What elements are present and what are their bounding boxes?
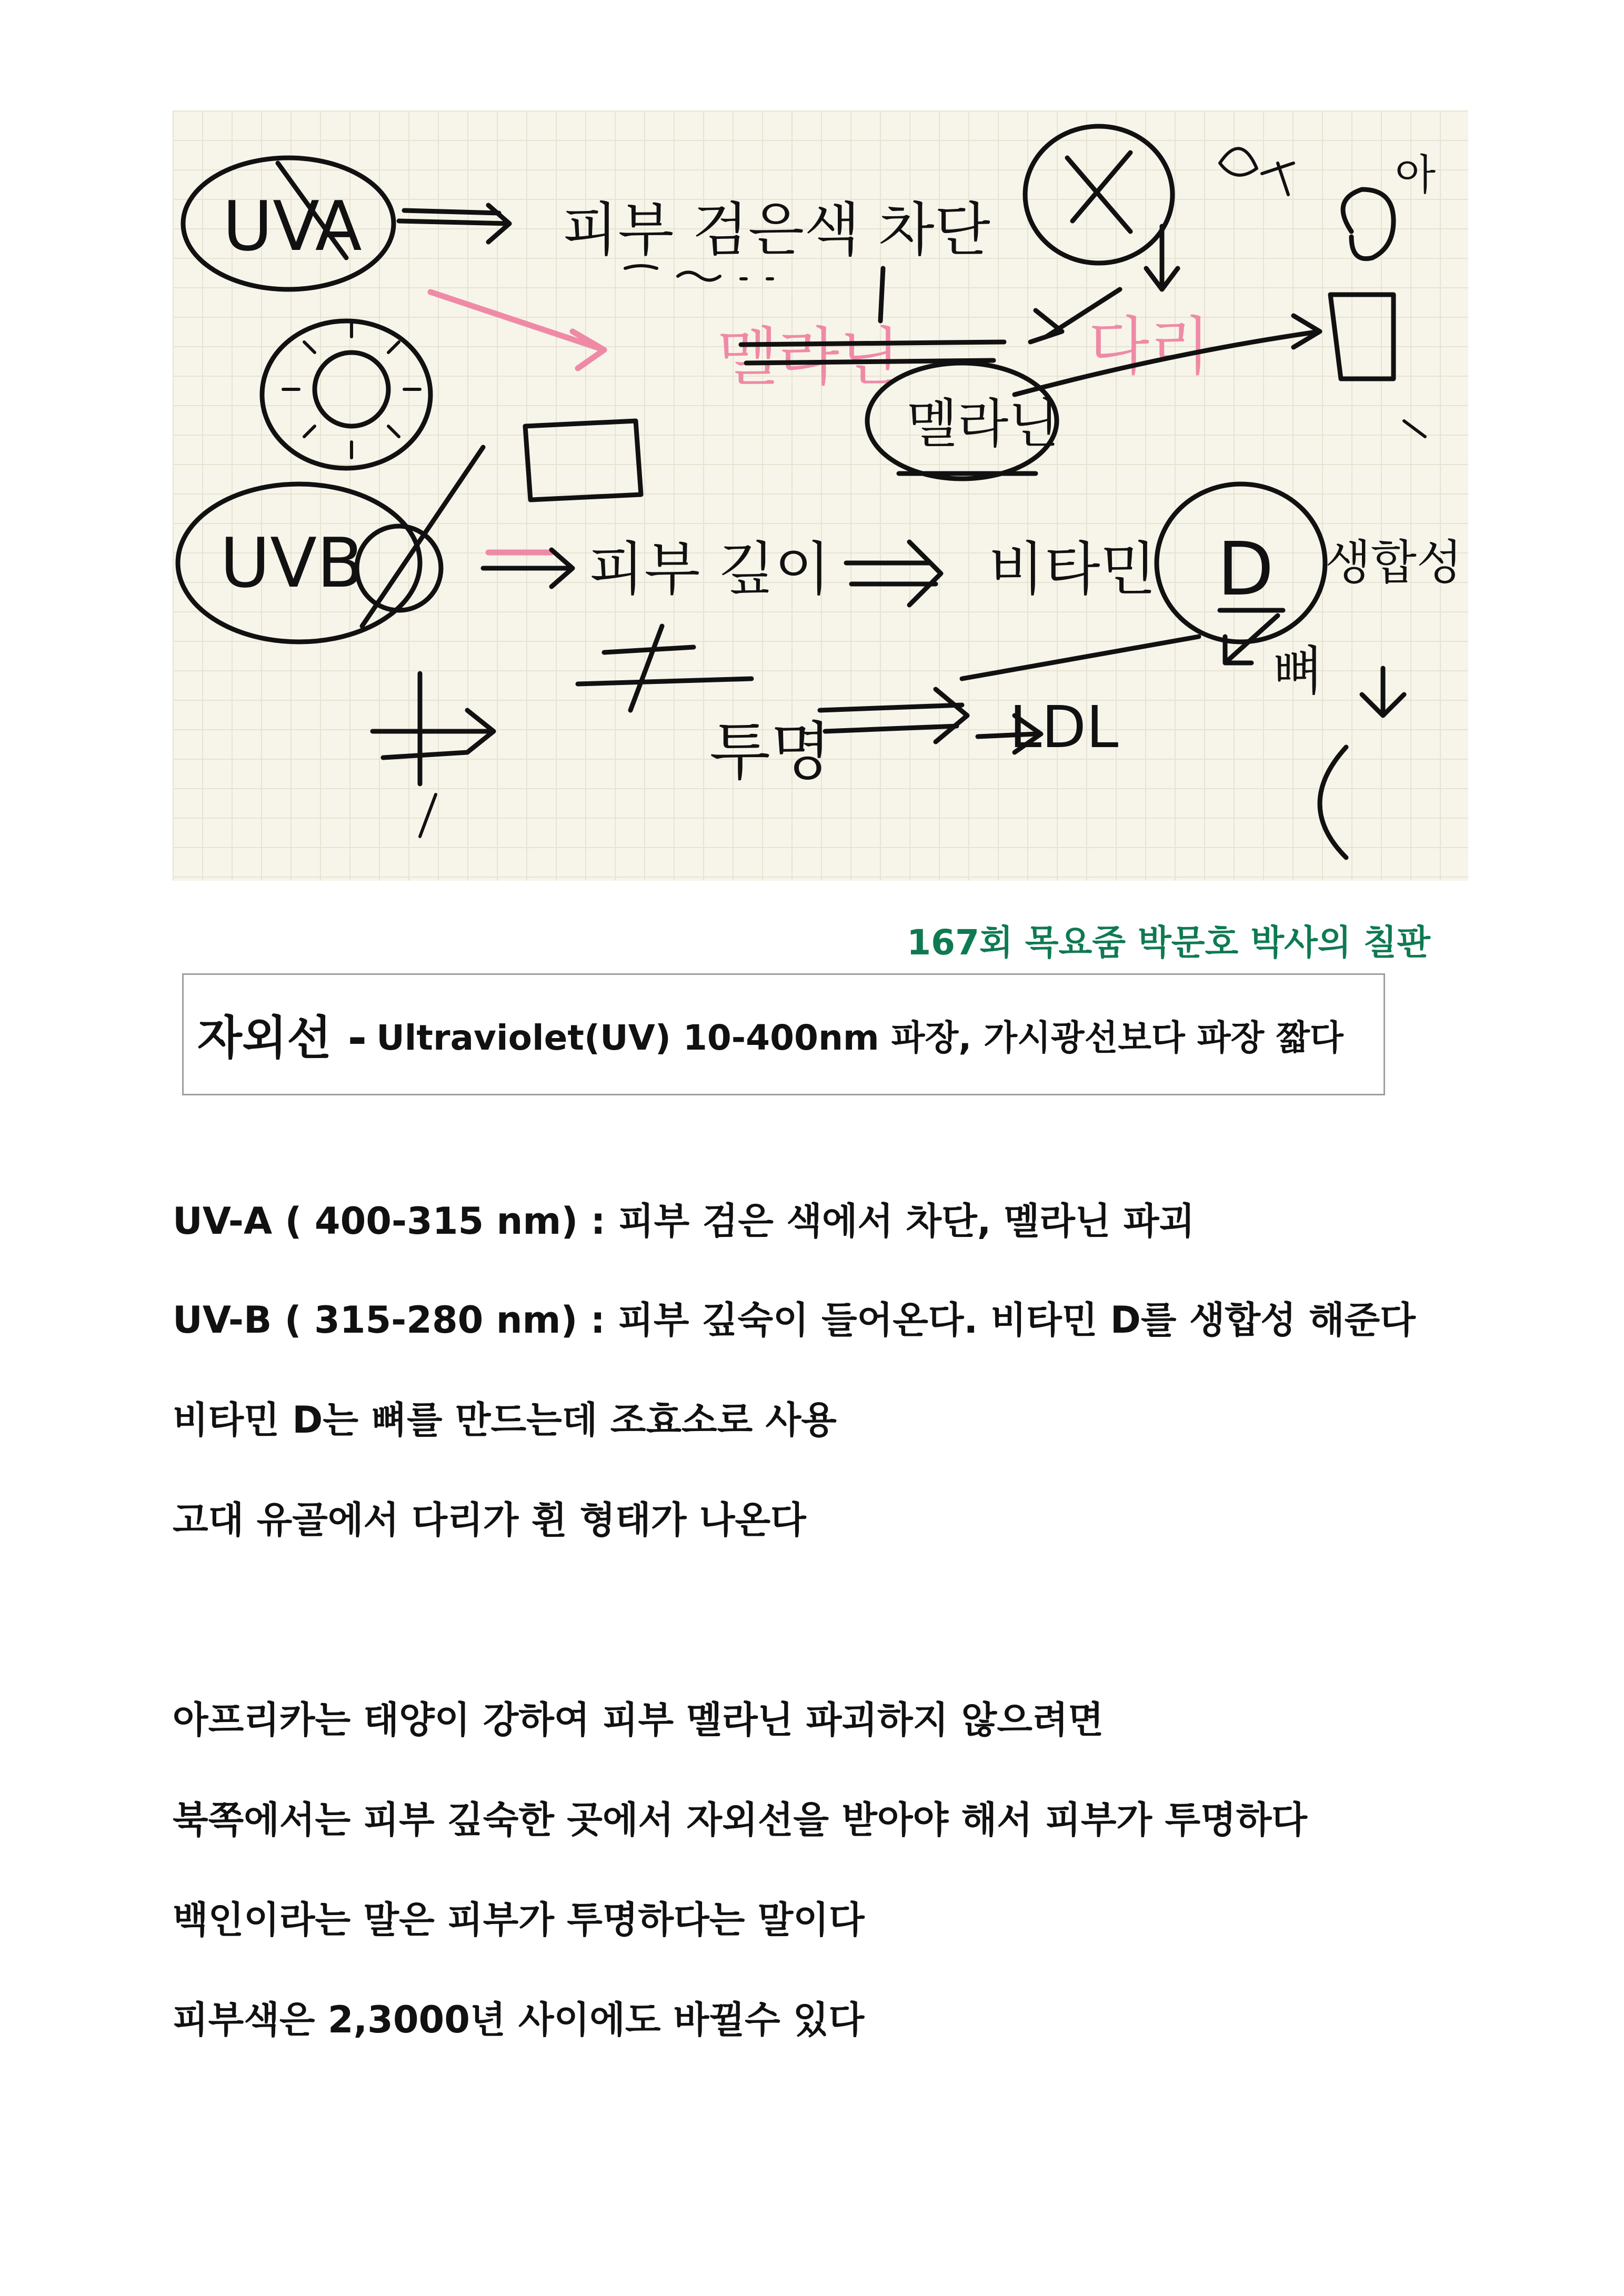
uva-dash-marks [625, 266, 773, 280]
text-line-ancient: 고대 유골에서 다리가 휜 형태가 나온다 [173, 1498, 806, 1542]
note-leg-pink: 다리 [1088, 310, 1210, 384]
note-synthesis: 생합성 [1325, 535, 1462, 590]
sketch-head [1343, 189, 1394, 259]
text-line-north: 북쪽에서는 피부 깊숙한 곳에서 자외선을 받아야 해서 피부가 투명하다 [173, 1798, 1307, 1841]
box-sketch [525, 421, 641, 500]
title-main: 자외선 - [197, 1011, 367, 1065]
ldl-line [962, 637, 1199, 679]
note-vitamin: 비타민 [988, 536, 1156, 603]
note-bone: 뼈 [1272, 640, 1324, 702]
note-ma: 아 [1395, 150, 1436, 199]
note-melanin-pink: 멜라닌 [717, 321, 900, 394]
arrow-down [1362, 668, 1404, 716]
image-caption: 167회 목요줌 박문호 박사의 칠판 [907, 922, 1430, 963]
uvb-label: UVB [220, 523, 364, 603]
uvb-strike [362, 447, 483, 626]
text-line-skin-color: 피부색은 2,3000년 사이에도 바뀔수 있다 [173, 1998, 865, 2041]
note-d: D [1217, 527, 1274, 612]
depth-lines [578, 626, 751, 710]
lower-left-mark [420, 794, 436, 837]
pink-arrow [430, 292, 604, 368]
title-sub: Ultraviolet(UV) 10-400nm 파장, 가시광선보다 파장 짧다 [376, 1017, 1344, 1058]
sun-outer-circle [262, 321, 430, 468]
title-box [182, 973, 1385, 1095]
lower-left-arrows [373, 673, 494, 784]
blob-strokes [1067, 153, 1178, 289]
text-line-white: 백인이라는 말은 피부가 투명하다는 말이다 [173, 1898, 865, 1941]
bent-bone-sketch [1320, 747, 1346, 858]
mark-line [880, 268, 883, 321]
text-line-uvb: UV-B ( 315-280 nm) : 피부 깊숙이 들어온다. 비타민 D를 생합성 해준다 [173, 1298, 1416, 1342]
text-line-vitamin: 비타민 D는 뼈를 만드는데 조효소로 사용 [173, 1398, 837, 1442]
uva-arrow [399, 205, 509, 242]
note-melanin: 멜라닌 [907, 393, 1059, 455]
sun-rays [283, 321, 420, 458]
note-transparent: 투명 [709, 716, 831, 789]
note-uva: 피부 검은색 차단 [562, 196, 990, 264]
transparent-arrow [820, 689, 967, 742]
sun-circle [315, 353, 388, 426]
blackboard-drawing [173, 110, 1468, 881]
note-ldl: LDL [1009, 693, 1119, 761]
sketch-body [1330, 295, 1394, 379]
text-line-uva: UV-A ( 400-315 nm) : 피부 검은 색에서 차단, 멜라닌 파괴 [173, 1200, 1195, 1243]
sketch-mark [1404, 421, 1425, 437]
text-line-africa: 아프리카는 태양이 강하여 피부 멜라닌 파괴하지 않으려면 [173, 1698, 1104, 1741]
sketch-face [1220, 148, 1294, 195]
note-uvb-depth: 피부 깊이 [588, 536, 831, 603]
depth-arrow [846, 542, 941, 605]
blackboard-image [173, 110, 1468, 881]
uva-label: UVA [223, 186, 362, 266]
